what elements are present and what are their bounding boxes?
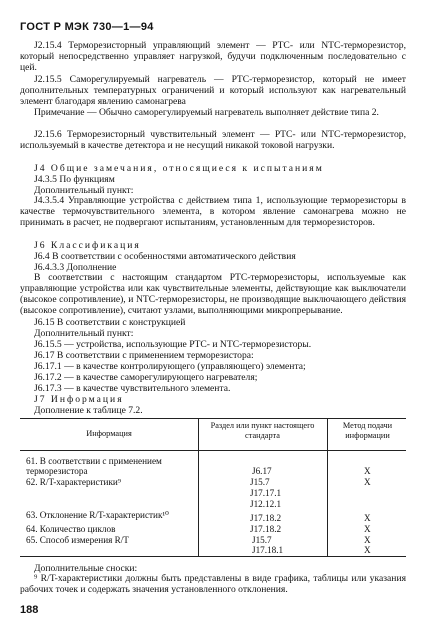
row-62-info: 62. R/T-характеристики⁹ bbox=[26, 477, 122, 487]
table-top-border bbox=[20, 418, 406, 419]
item-j6-17: J6.17 В соответствии с применением терморезистора: bbox=[34, 350, 254, 361]
paragraph-j2-15-4: J2.15.4 Терморезисторный управляющий элемент — PTC- или NTC-терморезистор, который непосредственно управляет нагрузкой, будучи подключенным последовательно с цей. bbox=[20, 40, 406, 73]
row-65-info: 65. Способ измерения R/T bbox=[26, 535, 129, 545]
additional-item-label: Дополнительный пункт: bbox=[34, 185, 134, 196]
subsection-j6-4: J6.4 В соответствии с особенностями автоматического действия bbox=[34, 251, 296, 262]
note-paragraph: Примечание — Обычно саморегулируемый нагреватель выполняет действие типа 2. bbox=[34, 107, 379, 118]
section-heading-j4: J4 Общие замечания, относящиеся к испытаниям bbox=[34, 163, 324, 174]
header-information: Информация bbox=[86, 429, 132, 438]
paragraph-j2-15-5: J2.15.5 Саморегулируемый нагреватель — PTC-терморезистор, который не имеет дополнительных температурных ограничений и который используют как нагревательный элемент благодаря явлению самонагрева bbox=[20, 74, 406, 107]
footnotes-title: Дополнительные сноски: bbox=[34, 563, 138, 574]
row-61-info: 61. В соответствии с применением терморезистора bbox=[26, 456, 162, 476]
additional-item-label-2: Дополнительный пункт: bbox=[34, 328, 134, 339]
row-63-section: J17.18.2 bbox=[250, 513, 282, 523]
header-method: Метод подачи информации bbox=[342, 421, 393, 440]
row-61-method: X bbox=[364, 466, 371, 476]
row-62-section: J15.7 J17.17.1 J12.12.1 bbox=[250, 477, 282, 509]
table-col-divider-1 bbox=[198, 418, 199, 556]
subsection-j4-3-5: J4.3.5 По функциям bbox=[34, 174, 115, 185]
row-63-info: 63. Отклонение R/T-характеристик¹⁰ bbox=[26, 510, 169, 520]
subsection-j6-4-3-3: J6.4.3.3 Дополнение bbox=[34, 262, 117, 273]
header-section: Раздел или пункт настоящего стандарта bbox=[210, 421, 315, 440]
row-65-method: X X bbox=[364, 535, 371, 555]
row-61-section: J6.17 bbox=[252, 466, 272, 476]
table-col-divider-2 bbox=[327, 418, 328, 556]
row-63-method: X bbox=[364, 513, 371, 523]
row-64-method: X bbox=[364, 524, 371, 534]
row-64-section: J17.18.2 bbox=[250, 524, 282, 534]
table-addition-label: Дополнение к таблице 7.2. bbox=[34, 405, 143, 416]
section-heading-j7: J7 Информация bbox=[34, 394, 124, 405]
item-j6-17-3: J6.17.3 — в качестве чувствительного элемента. bbox=[34, 383, 231, 394]
page-header: ГОСТ Р МЭК 730—1—94 bbox=[20, 21, 154, 33]
paragraph-j4-3-5-4: J4.3.5.4 Управляющие устройства с действием типа 1, использующие терморезисторы в качестве термочувствительного элемента, в котором явление самонагрева можно не принимать в расчет, не подвергают испытаниям, установленным для терморезисторов. bbox=[20, 195, 406, 228]
row-65-section: J15.7 J17.18.1 bbox=[252, 535, 284, 555]
table-bottom-border bbox=[20, 556, 406, 557]
section-heading-j6: J6 Классификация bbox=[34, 240, 141, 251]
paragraph-j2-15-6: J2.15.6 Терморезисторный чувствительный элемент — PTC- или NTC-терморезистор, используемый в качестве детектора и не несущий никакой токовой нагрузки. bbox=[20, 129, 406, 151]
item-j6-17-2: J6.17.2 — в качестве саморегулирующего нагревателя; bbox=[34, 372, 258, 383]
row-64-info: 64. Количество циклов bbox=[26, 524, 116, 534]
item-j6-15-5: J6.15.5 — устройства, использующие PTC- и NTC-терморезисторы. bbox=[34, 339, 312, 350]
info-table bbox=[20, 418, 406, 556]
page-number: 188 bbox=[20, 604, 39, 616]
table-header-border bbox=[20, 450, 406, 451]
row-62-method: X bbox=[364, 477, 371, 487]
subsection-j6-15: J6.15 В соответствии с конструкцией bbox=[34, 317, 186, 328]
footnote-9: ⁹ R/T-характеристики должны быть представлены в виде графика, таблицы или указания рабочих точек и содержать значения установленного отклонения. bbox=[20, 573, 406, 595]
item-j6-17-1: J6.17.1 — в качестве контролирующего (управляющего) элемента; bbox=[34, 361, 306, 372]
paragraph-classification: В соответствии с настоящим стандартом PTC-терморезисторы, используемые как управляющие устройства или как чувствительные элементы, действующие как выключатели (высокое сопротивление), и NTC-терморезисторы, не производящие выключающего действия (высокое сопротивление), считают узлами, выполняющими микропрерывание. bbox=[20, 272, 406, 316]
